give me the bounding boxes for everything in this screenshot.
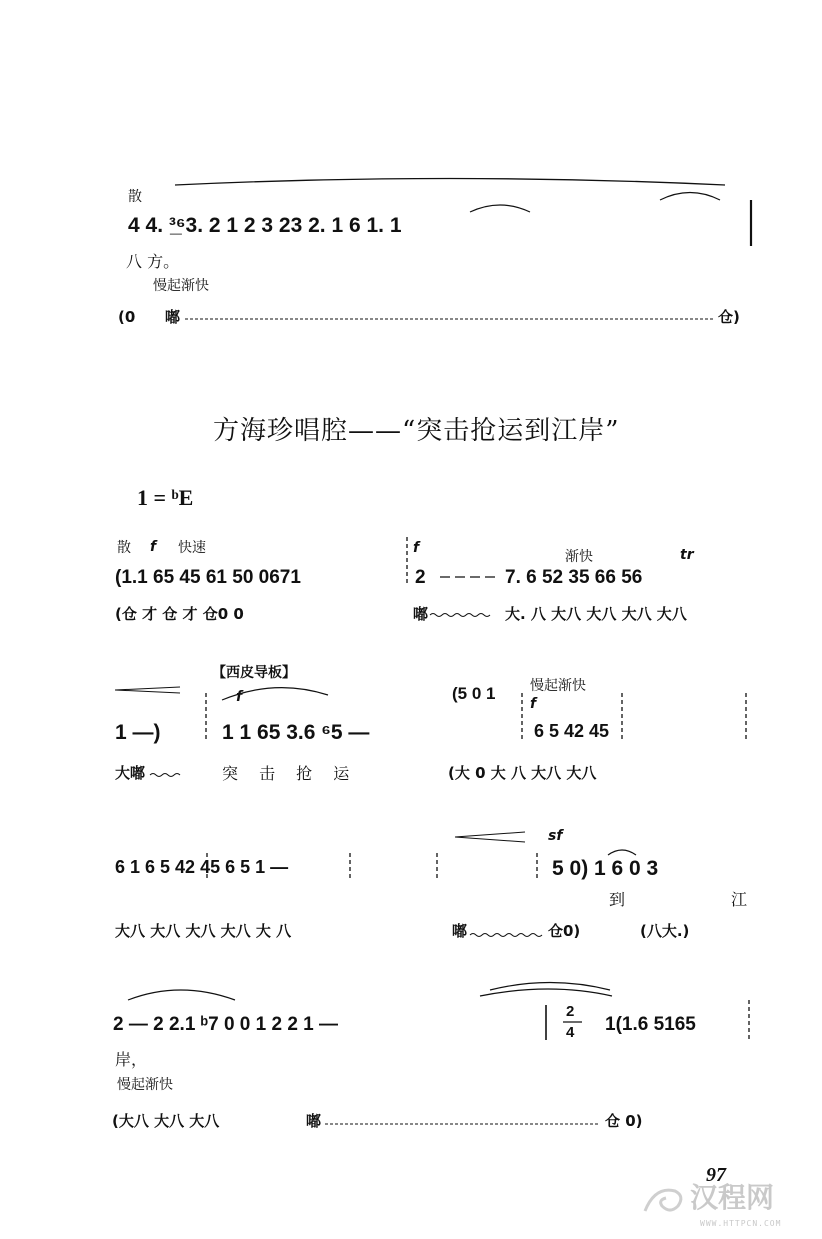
percussion-open: (0 — [118, 308, 136, 326]
tempo-mark: 散 — [128, 189, 142, 205]
lyrics: 岸， — [115, 1050, 148, 1069]
melody-notes: 5 0) 1 6 0 3 — [552, 857, 659, 880]
dynamic-mark: f — [236, 689, 243, 705]
percussion-instruction: 慢起渐快 — [153, 278, 209, 294]
cue-notes: (5 0 1 — [452, 684, 496, 703]
dynamic-mark: sf — [548, 828, 563, 844]
percussion-line: (大八 大八 大八 — [112, 1112, 220, 1130]
percussion-hit: 嘟 — [165, 308, 181, 326]
percussion-hit: 嘟 — [306, 1112, 322, 1130]
percussion-line: 仓 0) — [605, 1112, 643, 1130]
accelerando-mark: 渐快 — [565, 549, 593, 565]
percussion-line: 大. 八 大八 大八 大八 大八 — [505, 605, 687, 623]
page-title: 方海珍唱腔——“突击抢运到江岸” — [213, 416, 620, 446]
key-signature: 1 = ᵇE — [137, 485, 194, 510]
lyrics: 到 — [609, 890, 626, 909]
lyrics: 八 方。 — [126, 252, 180, 271]
lyrics: 江 — [731, 890, 748, 909]
watermark-logo: 汉程网 — [690, 1181, 775, 1214]
melody-notes: 1 1 65 3.6 ⁶5 — — [222, 721, 370, 744]
tempo-mark: 散 — [117, 540, 131, 556]
time-signature-top: 2 — [566, 1003, 575, 1020]
trill-mark: tr — [680, 547, 694, 563]
page-number: 97 — [706, 1164, 726, 1186]
dynamic-mark: f — [413, 540, 420, 556]
melody-notes: 1(1.6 5165 — [605, 1014, 696, 1035]
melody-notes: 2 — [415, 567, 426, 588]
melody-notes: 6 5 42 45 — [534, 721, 610, 741]
percussion-line: 仓0) — [548, 922, 581, 940]
percussion-hit: 大嘟 — [115, 764, 146, 782]
time-signature-bottom: 4 — [566, 1024, 575, 1041]
percussion-instruction: 慢起渐快 — [117, 1077, 173, 1093]
accelerando-mark: 慢起渐快 — [530, 678, 586, 694]
lyrics: 突 击 抢 运 — [222, 764, 350, 783]
percussion-hit: 嘟 — [452, 922, 468, 940]
percussion-line: 大八 大八 大八 大八 大 八 — [115, 922, 292, 940]
melody-notes: 1 —) — [115, 721, 161, 744]
dynamic-mark: f — [150, 539, 157, 555]
melody-notes: 2 — 2 2.1 ᵇ7 0 0 1 2 2 1 — — [113, 1014, 339, 1035]
dynamic-mark: f — [530, 696, 537, 712]
percussion-hit: 嘟 — [413, 605, 429, 623]
percussion-line: (仓 才 仓 才 仓0 0 — [115, 605, 244, 623]
banqiang-label: 【西皮导板】 — [212, 665, 296, 681]
percussion-close: 仓) — [718, 308, 740, 326]
percussion-line: (八大.) — [640, 922, 690, 940]
percussion-line: (大 0 大 八 大八 大八 — [448, 764, 597, 782]
watermark-url: WWW.HTTPCN.COM — [700, 1219, 782, 1228]
melody-notes: 7. 6 52 35 66 56 — [505, 567, 643, 588]
speed-mark: 快速 — [178, 540, 206, 556]
watermark-swirl-icon — [640, 1176, 690, 1226]
melody-notes: 6 1 6 5 42 45 6 5 1 — — [115, 857, 289, 877]
melody-notes: (1.1 65 45 61 50 0671 — [115, 567, 301, 588]
melody-notes: 4 4. ³̲⁶3. 2 1 2 3 23 2. 1 6 1. 1 — [128, 214, 402, 237]
